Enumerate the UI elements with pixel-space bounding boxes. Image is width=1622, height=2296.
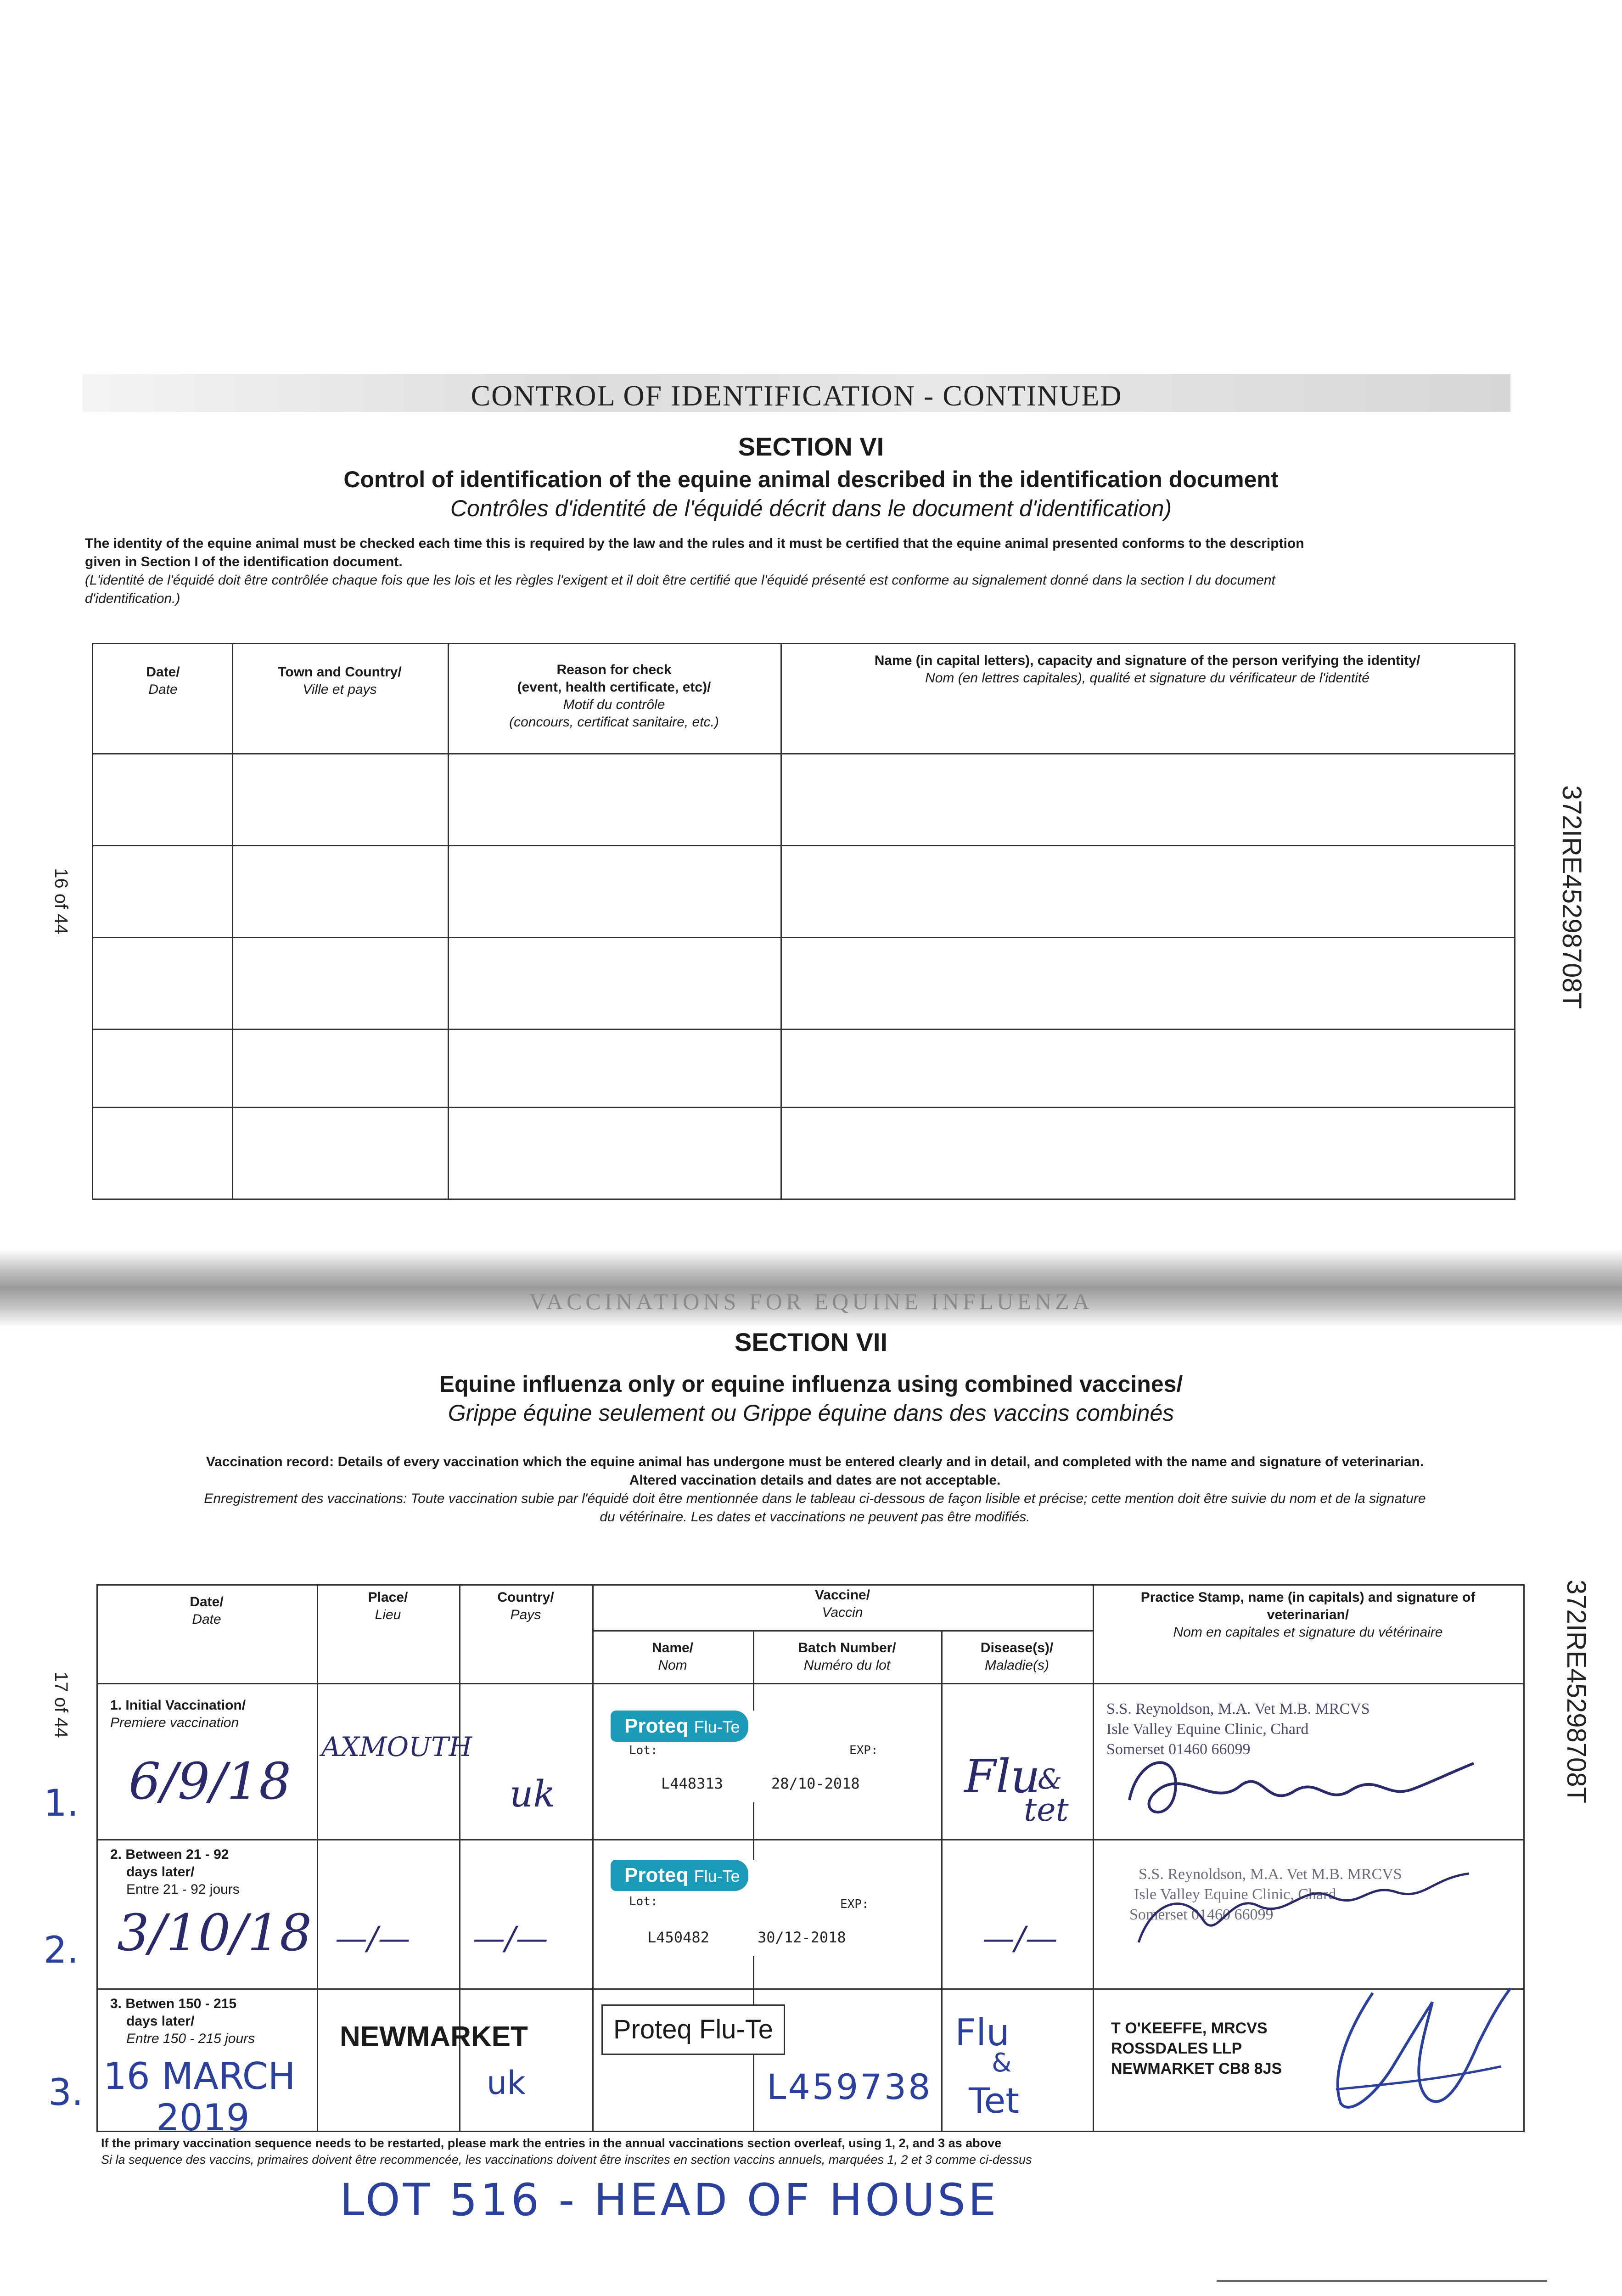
- side-identifier-upper: 372IRE45298708T: [1556, 785, 1587, 1009]
- bottom-rule: [1217, 2280, 1547, 2282]
- table-row-divider: [96, 1988, 1524, 1990]
- vet-stamp-line-1: T O'KEEFFE, MRCVS: [1111, 2020, 1268, 2037]
- hand-disease-1: Flu: [964, 1750, 1040, 1803]
- table-col-divider: [1093, 1584, 1094, 2132]
- hand-date-2: 2019: [156, 2096, 250, 2139]
- col-disease-fr: Maladie(s): [984, 1658, 1050, 1673]
- vet-stamp-line-2: ROSSDALES LLP: [1111, 2040, 1242, 2057]
- lot-label: Lot:: [629, 1895, 658, 1908]
- hand-country: uk: [487, 2064, 526, 2102]
- col-verifier-en: Name (in capital letters), capacity and signature of the person verifying the identity/: [874, 653, 1420, 668]
- page-number-17: 17 of 44: [51, 1671, 71, 1738]
- section-vi-title: SECTION VI: [738, 432, 884, 461]
- col-disease-en: Disease(s)/: [980, 1640, 1054, 1655]
- typed-place: NEWMARKET: [340, 2021, 528, 2053]
- row-label-fr: Entre 21 - 92 jours: [126, 1882, 240, 1897]
- table-row-divider: [92, 1107, 1515, 1108]
- record-en-1: Vaccination record: Details of every vaccination which the equine animal has undergone must be entered clearly and in detail, and completed with the name and signature of veterinarian.: [206, 1454, 1424, 1469]
- record-fr-2: du vétérinaire. Les dates et vaccinations ne peuvent pas être modifiés.: [600, 1509, 1030, 1525]
- vaccine-sticker: [611, 1711, 923, 1802]
- hand-disease-2: &: [992, 2048, 1012, 2078]
- row-label-en: 1. Initial Vaccination/: [110, 1698, 246, 1713]
- row-label-fr: Premiere vaccination: [110, 1715, 239, 1730]
- section-vi-instruction-fr-1: (L'identité de l'équidé doit être contrôlée chaque fois que les lois et les règles l'exigent et il doit être certifié que l'équidé présenté est conforme au signalement donné dans la section I du document: [85, 573, 1275, 588]
- vaccine-suffix: Flu-Te: [694, 1867, 740, 1885]
- col-country-fr: Pays: [510, 1607, 541, 1622]
- exp-label: EXP:: [849, 1744, 878, 1757]
- row-label-days: days later/: [126, 2014, 195, 2029]
- table-col-divider: [941, 1630, 943, 2132]
- row-label-en: 2. Between 21 - 92: [110, 1847, 229, 1862]
- exp-label: EXP:: [840, 1897, 869, 1911]
- col-vaccine-en: Vaccine/: [814, 1587, 870, 1603]
- col-verifier-fr: Nom (en lettres capitales), qualité et signature du vérificateur de l'identité: [925, 670, 1369, 686]
- col-batch-fr: Numéro du lot: [803, 1658, 891, 1673]
- footnote-fr: Si la sequence des vaccins, primaires doivent être recommencée, les vaccinations doivent être inscrites en section vaccins annuels, marquées 1, 2 et 3 comme ci-dessus: [101, 2153, 1032, 2167]
- col-reason-fr-2: (concours, certificat sanitaire, etc.): [509, 715, 719, 730]
- hand-disease-3: tet: [1024, 1791, 1069, 1829]
- vet-stamp-line-3: NEWMARKET CB8 8JS: [1111, 2060, 1282, 2077]
- table-border-top: [92, 643, 1515, 644]
- expiry-date: 30/12-2018: [758, 1929, 846, 1946]
- vet-stamp-line-3: Somerset 01460 66099: [1129, 1906, 1274, 1923]
- table-border-bottom: [96, 2131, 1524, 2132]
- section-vi-heading-en: Control of identification of the equine animal described in the identification document: [343, 467, 1279, 492]
- vet-stamp-line-2: Isle Valley Equine Clinic, Chard: [1106, 1721, 1309, 1738]
- table-col-divider: [317, 1584, 318, 2132]
- col-reason-en-1: Reason for check: [556, 662, 672, 677]
- vaccine-stamp-text: Proteq Flu-Te: [613, 2015, 774, 2044]
- margin-number: 1.: [44, 1782, 79, 1824]
- hand-batch: L459738: [767, 2066, 932, 2107]
- hand-disease-2: &: [1038, 1763, 1062, 1795]
- table-col-divider: [1514, 643, 1515, 1200]
- table-border-top: [96, 1584, 1524, 1586]
- table-row-divider: [92, 753, 1515, 754]
- col-town-fr: Ville et pays: [303, 682, 377, 697]
- col-reason-fr-1: Motif du contrôle: [563, 697, 665, 712]
- handwritten-note: LOT 516 - HEAD OF HOUSE: [340, 2174, 999, 2226]
- section-vi-heading-fr: Contrôles d'identité de l'équidé décrit dans le document d'identification): [450, 495, 1172, 521]
- table-col-divider: [232, 643, 233, 1200]
- section-vi-instruction-en-1: The identity of the equine animal must be checked each time this is required by the law and the rules and it must be certified that the equine animal presented conforms to the description: [85, 536, 1304, 551]
- col-date-en: Date/: [146, 664, 180, 680]
- vaccine-sticker-header: [611, 1860, 748, 1891]
- table-row-divider: [92, 1029, 1515, 1030]
- hand-country: —/—: [473, 1919, 548, 1957]
- col-reason-en-2: (event, health certificate, etc)/: [517, 680, 711, 695]
- col-batch-en: Batch Number/: [798, 1640, 896, 1655]
- section-vii-banner-blurred: VACCINATIONS FOR EQUINE INFLUENZA: [529, 1289, 1093, 1314]
- col-vaccine-fr: Vaccin: [822, 1605, 863, 1620]
- vaccine-brand: Proteq: [624, 1715, 689, 1737]
- section-vi-banner-title: CONTROL OF IDENTIFICATION - CONTINUED: [471, 379, 1122, 412]
- col-country-en: Country/: [497, 1590, 554, 1605]
- hand-date-1: 16 MARCH: [103, 2055, 296, 2098]
- lot-number: L450482: [647, 1929, 709, 1946]
- record-fr-1: Enregistrement des vaccinations: Toute vaccination subie par l'équidé doit être mentionnée dans le tableau ci-dessous de façon lisible et précise; cette mention doit être suivie du nom et de la signature: [204, 1491, 1426, 1506]
- vaccine-sticker: [611, 1860, 923, 1956]
- side-identifier-lower: 372IRE45298708T: [1561, 1580, 1591, 1803]
- col-town-en: Town and Country/: [278, 664, 402, 680]
- col-stamp-fr: Nom en capitales et signature du vétérinaire: [1173, 1625, 1443, 1640]
- table-col-divider: [92, 643, 93, 1200]
- lot-label: Lot:: [629, 1744, 658, 1757]
- table-col-divider: [780, 643, 782, 1200]
- section-vii-title: SECTION VII: [735, 1328, 887, 1356]
- table-row-divider: [92, 937, 1515, 938]
- col-date-en: Date/: [190, 1594, 224, 1609]
- col-stamp-en-1: Practice Stamp, name (in capitals) and signature of: [1140, 1590, 1476, 1605]
- page-number-16: 16 of 44: [51, 868, 71, 934]
- col-date-fr: Date: [192, 1612, 221, 1627]
- vet-stamp-line-3: Somerset 01460 66099: [1106, 1741, 1251, 1758]
- section-vi-instruction-en-2: given in Section I of the identification document.: [85, 554, 403, 569]
- hand-disease-1: —/—: [982, 1919, 1058, 1957]
- table-border-bottom: [92, 1199, 1515, 1200]
- row-label-fr: Entre 150 - 215 jours: [126, 2031, 255, 2046]
- lot-number: L448313: [661, 1775, 723, 1792]
- hand-disease-3: Tet: [969, 2080, 1020, 2121]
- margin-number: 3.: [48, 2071, 84, 2114]
- col-place-en: Place/: [368, 1590, 408, 1605]
- vaccine-stamp-box: [601, 2004, 785, 2055]
- col-name-en: Name/: [651, 1640, 694, 1655]
- col-place-fr: Lieu: [375, 1607, 401, 1622]
- hand-date: 6/9/18: [129, 1752, 292, 1811]
- hand-place: —/—: [335, 1919, 410, 1957]
- col-date-fr: Date: [148, 682, 178, 697]
- hand-date: 3/10/18: [117, 1903, 312, 1962]
- col-name-fr: Nom: [658, 1658, 687, 1673]
- vaccine-sticker-header: [611, 1711, 748, 1742]
- vet-signature-2: [1111, 1864, 1487, 1956]
- footnote-en: If the primary vaccination sequence needs to be restarted, please mark the entries in the annual vaccinations section overleaf, using 1, 2, and 3 as above: [101, 2136, 1002, 2150]
- vaccine-brand: Proteq: [624, 1864, 689, 1886]
- table-header-bottom: [96, 1683, 1524, 1684]
- margin-number: 2.: [44, 1929, 79, 1971]
- vet-stamp-line-2: Isle Valley Equine Clinic, Chard: [1134, 1886, 1336, 1903]
- table-col-divider: [1523, 1584, 1525, 2132]
- row-label-days: days later/: [126, 1864, 195, 1880]
- row-label-en: 3. Betwen 150 - 215: [110, 1996, 237, 2011]
- vet-stamp-line-1: S.S. Reynoldson, M.A. Vet M.B. MRCVS: [1139, 1866, 1402, 1883]
- section-vi-instruction-fr-2: d'identification.): [85, 591, 180, 606]
- record-en-2: Altered vaccination details and dates are not acceptable.: [629, 1473, 1001, 1488]
- vet-signature-3: [1318, 1975, 1520, 2126]
- vet-stamp-line-1: S.S. Reynoldson, M.A. Vet M.B. MRCVS: [1106, 1700, 1370, 1717]
- hand-country: uk: [510, 1773, 556, 1815]
- section-vii-heading-fr: Grippe équine seulement ou Grippe équine dans des vaccins combinés: [448, 1400, 1174, 1426]
- col-stamp-en-2: veterinarian/: [1267, 1607, 1349, 1622]
- section-vii-heading-en: Equine influenza only or equine influenza using combined vaccines/: [439, 1371, 1183, 1397]
- hand-place: AXMOUTH: [321, 1731, 472, 1762]
- table-col-divider: [96, 1584, 98, 2132]
- hand-disease-1: Flu: [955, 2011, 1010, 2054]
- vaccine-suffix: Flu-Te: [694, 1717, 740, 1736]
- vet-signature-1: [1111, 1745, 1487, 1828]
- table-row-divider: [92, 845, 1515, 846]
- vaccine-subheader-line: [592, 1630, 1093, 1632]
- expiry-date: 28/10-2018: [771, 1775, 860, 1792]
- table-row-divider: [96, 1839, 1524, 1840]
